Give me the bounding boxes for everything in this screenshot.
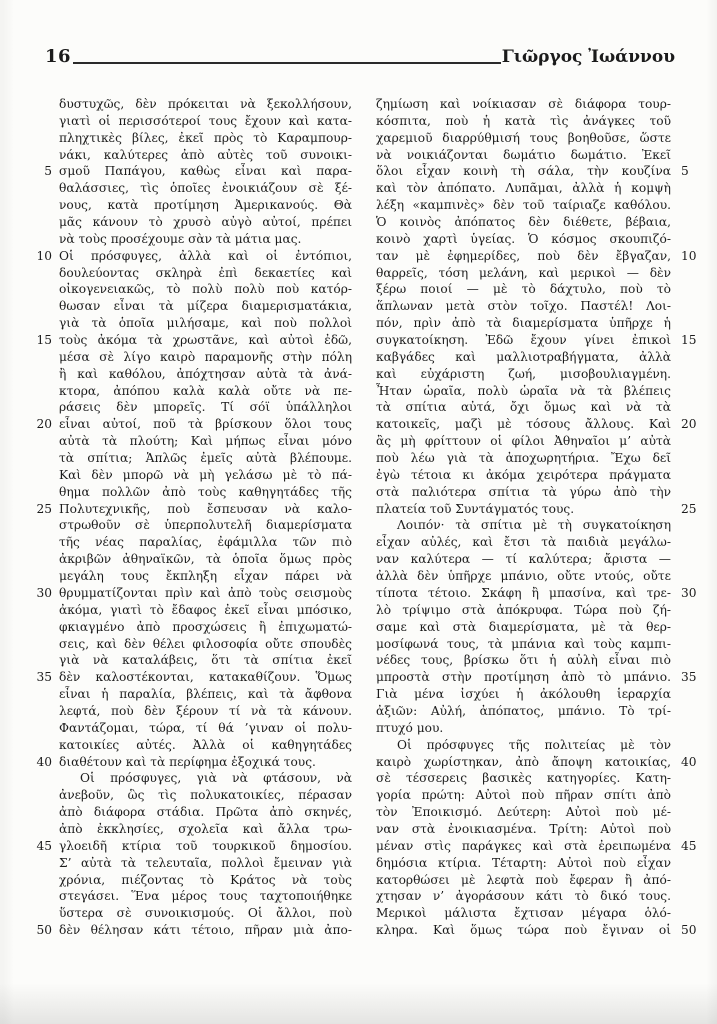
text-line	[36, 332, 352, 349]
column-left	[36, 96, 352, 939]
line-text: μπροστὰ στὴν προτίμηση ἀπὸ τὸ μπάνιο.	[376, 670, 671, 685]
line-text: δουλεύοντας σκληρὰ ἐπὶ δεκαετίες καὶ	[59, 265, 352, 280]
text-line	[376, 180, 671, 197]
line-text: θημα πολλῶν ἀπὸ τοὺς καθηγητάδες τῆς	[59, 484, 352, 499]
text-line	[376, 265, 671, 282]
line-text: σὲ τέσσερεις βασικὲς κατηγορίες. Κατη-	[376, 771, 671, 786]
line-number: 30	[36, 585, 52, 600]
line-text: σεις, καὶ δὲν θέλει φιλοσοφία οὔτε σπουδὲς	[59, 636, 352, 651]
line-text: αὐτὰ τὰ πλούτη; Καὶ μήπως εἶναι μόνο	[59, 434, 352, 449]
line-text: θωσαν εἶναι τὰ μίζερα διαμερισματάκια,	[59, 299, 352, 314]
line-text: σαμε καὶ στὰ διαμερίσματα, μὲ τὰ θερ-	[376, 619, 671, 634]
text-line	[376, 568, 671, 585]
line-number: 10	[681, 248, 697, 263]
text-line	[376, 383, 671, 400]
line-text: ταν μὲ ἐφημερίδες, ποὺ δὲν ἔβγαζαν,	[376, 248, 671, 263]
line-text: Γιὰ μένα ἰσχύει ἡ ἀκόλουθη ἱεραρχία	[376, 687, 671, 702]
text-line	[376, 366, 671, 383]
line-text: Οἱ πρόσφυγες, γιὰ νὰ φτάσουν, νὰ	[80, 771, 352, 786]
line-text: ἀλλὰ δὲν ὑπῆρχε μπάνιο, οὔτε ντούς, οὔτε	[376, 569, 671, 584]
line-number: 30	[681, 585, 697, 600]
text-line	[59, 231, 352, 248]
line-text: ὅλοι εἶχαν κοινὴ τὴ σάλα, τὴν κουζίνα	[376, 164, 671, 179]
line-number: 50	[681, 923, 697, 938]
text-line	[59, 888, 352, 905]
line-text: τίποτα τέτοιο. Σκάφη ἢ μπασίνα, καὶ τρε-	[376, 585, 671, 600]
text-line	[59, 214, 352, 231]
text-line	[44, 163, 352, 180]
text-line	[59, 399, 352, 416]
text-line	[376, 905, 671, 922]
line-text: ἂς μὴ φρίττουν οἱ φίλοι Ἀθηναῖοι μ’ αὐτὰ	[376, 434, 671, 449]
text-line	[376, 888, 671, 905]
page-number: 16	[45, 46, 72, 67]
line-text: γιὰ νὰ καταλάβεις, ὅτι τὰ σπίτια ἐκεῖ	[59, 653, 352, 668]
line-number: 10	[36, 248, 52, 263]
line-text: λὸ τρίψιμο στὰ ἀπόκρυφα. Τώρα ποὺ ζή-	[376, 602, 671, 617]
line-text: καὶ τὸν ἀπόπατο. Λυπᾶμαι, ἀλλὰ ἡ κομψὴ	[376, 181, 671, 196]
text-line	[59, 568, 352, 585]
text-line	[36, 838, 352, 855]
line-text: λεφτά, ποὺ δὲν ξέρουν τί νὰ τὰ κάνουν.	[59, 703, 352, 718]
text-line	[376, 686, 671, 703]
line-number: 50	[36, 923, 52, 938]
line-text: θαρρεῖς, τόση μελάνη, καὶ μερικοὶ — δὲν	[376, 265, 671, 280]
text-line	[376, 147, 671, 164]
line-number: 45	[36, 838, 52, 853]
text-line	[36, 585, 352, 602]
text-line	[59, 113, 352, 130]
text-line	[59, 855, 352, 872]
text-line	[59, 517, 352, 534]
line-text: ἀνεβοῦν, ὣς τὶς πολυκατοικίες, πέρασαν	[59, 788, 352, 803]
text-line	[59, 281, 352, 298]
text-line	[376, 96, 671, 113]
line-text: νάκι, καλύτερες ἀπὸ αὐτὲς τοῦ συνοικι-	[59, 147, 352, 162]
text-line	[59, 315, 352, 332]
text-line	[376, 332, 697, 349]
text-line	[376, 163, 689, 180]
line-text: λέξη «καμπινὲς» δὲν τοῦ ταίριαζε καθόλου.	[376, 198, 671, 213]
line-text: τοὺς ἀκόμα τὰ χρωστᾶνε, καὶ αὐτοὶ ἐδῶ,	[59, 333, 352, 348]
line-number: 20	[681, 417, 697, 432]
line-text: ὕστερα σὲ συνοικισμούς. Οἱ ἄλλοι, ποὺ	[59, 906, 352, 921]
text-line	[376, 821, 671, 838]
line-text: μᾶς κάνουν τὸ χρυσὸ αὐγὸ αὐτοί, πρέπει	[59, 215, 352, 230]
text-line	[59, 349, 352, 366]
text-line	[376, 855, 671, 872]
text-line	[59, 96, 352, 113]
line-text: μέσα σὲ λίγο καιρὸ παραμονῆς στὴν πόλη	[59, 349, 352, 364]
text-line	[59, 686, 352, 703]
line-text: πληχτικὲς βίλες, ἐκεῖ πρὸς τὸ Καραμπουρ-	[59, 130, 352, 145]
line-text: στρωθοῦν σὲ ὑπερπολυτελῆ διαμερίσματα	[59, 518, 352, 533]
line-text: θαλάσσιες, τὶς ὁποῖες ἐνοικιάζουν σὲ ξέ-	[59, 181, 352, 196]
text-line	[376, 281, 671, 298]
text-line	[376, 113, 671, 130]
line-text: κατοικεῖς, μαζὶ μὲ τόσους ἄλλους. Καὶ	[376, 417, 671, 432]
line-text: Οἱ πρόσφυγες τῆς πολιτείας μὲ τὸν	[397, 737, 671, 752]
line-text: ἢ καὶ καθόλου, ἀπόχτησαν αὐτὰ τὰ ἀνά-	[59, 366, 352, 381]
text-line	[376, 602, 671, 619]
line-text: εἶχαν αὐλές, καὶ ἔτσι τὰ παιδιὰ μεγάλω-	[376, 535, 671, 550]
line-text: γιατὶ οἱ περισσότεροί τους ἔχουν καὶ κατα-	[59, 113, 352, 128]
text-line	[376, 517, 671, 534]
line-text: Σ’ αὐτὰ τὰ τελευταῖα, πολλοὶ ἔμειναν γιὰ	[59, 855, 352, 870]
line-text: ζημίωση καὶ νοίκιασαν σὲ διάφορα τουρ-	[376, 97, 671, 111]
text-line	[59, 197, 352, 214]
text-line	[36, 248, 352, 265]
text-line	[59, 872, 352, 889]
text-line	[59, 804, 352, 821]
text-line	[59, 787, 352, 804]
text-line	[376, 298, 671, 315]
text-line	[376, 585, 697, 602]
line-text: κατοικίες αὐτές. Ἀλλὰ οἱ καθηγητάδες	[59, 737, 352, 752]
text-line	[376, 450, 671, 467]
line-text: τῆς νέας παραλίας, ἐφάμιλλα τῶν πιὸ	[59, 535, 352, 550]
line-text: νὰ νοικιάζονται δωμάτιο δωμάτιο. Ἐκεῖ	[376, 147, 671, 162]
line-text: χρόνια, πιέζοντας τὸ Κράτος νὰ τοὺς	[59, 872, 352, 887]
text-line	[59, 180, 352, 197]
text-line	[36, 754, 352, 771]
text-line	[376, 669, 697, 686]
line-number: 15	[681, 333, 697, 348]
text-line	[59, 770, 352, 787]
text-line	[59, 821, 352, 838]
text-line	[59, 484, 352, 501]
line-number: 20	[36, 417, 52, 432]
line-text: ναν καλύτερα — τί καλύτερα; ἄριστα —	[376, 552, 671, 567]
line-text: διαθέτουν καὶ τὰ περίφημα ἐξοχικά τους.	[59, 754, 316, 769]
text-line	[59, 905, 352, 922]
text-line	[376, 804, 671, 821]
line-number: 5	[44, 164, 52, 179]
line-text: Ἦταν ὡραῖα, πολὺ ὡραῖα νὰ τὰ βλέπεις	[376, 383, 671, 398]
line-text: ἅπλωναν μετὰ στὸν τοῖχο. Παστέλ! Λοι-	[376, 299, 671, 314]
text-line	[376, 130, 671, 147]
line-text: Λοιπόν· τὰ σπίτια μὲ τὴ συγκατοίκηση	[397, 518, 671, 533]
line-text: κληρα. Καὶ ὅμως τώρα ποὺ ἔγιναν οἱ	[376, 923, 671, 938]
line-text: κόσπιτα, ποὺ ἡ κατὰ τὶς ἀνάγκες τοῦ	[376, 113, 671, 128]
text-line	[36, 501, 352, 518]
text-line	[376, 416, 697, 433]
line-text: στὰ παλιότερα σπίτια τὰ γύρω ἀπὸ τὴν	[376, 484, 671, 499]
line-number: 25	[681, 501, 697, 516]
line-text: τὸν Ἐποικισμό. Δεύτερη: Αὐτοὶ ποὺ μέ-	[376, 805, 671, 820]
text-line	[59, 265, 352, 282]
text-line	[59, 433, 352, 450]
text-line	[376, 484, 671, 501]
text-line	[376, 214, 671, 231]
text-line	[59, 703, 352, 720]
line-text: καβγάδες καὶ μαλλιοτραβήγματα, ἀλλὰ	[376, 349, 671, 364]
line-text: γιὰ τὰ ὁποῖα μιλήσαμε, καὶ ποὺ πολλοὶ	[59, 316, 352, 331]
line-text: τὰ σπίτια; Ἁπλῶς ἐμεῖς αὐτὰ βλέπουμε.	[59, 451, 352, 466]
text-line	[59, 366, 352, 383]
line-text: Καὶ δὲν μπορῶ νὰ μὴ γελάσω μὲ τὸ πά-	[59, 467, 352, 482]
text-line	[36, 669, 352, 686]
line-text: Οἱ πρόσφυγες, ἀλλὰ καὶ οἱ ἐντόπιοι,	[59, 248, 352, 263]
text-line	[376, 315, 671, 332]
text-line	[59, 450, 352, 467]
text-line	[376, 197, 671, 214]
line-text: Πολυτεχνικῆς, ποὺ ἔσπευσαν νὰ καλο-	[59, 501, 352, 516]
line-text: ἀπὸ ἐκκλησίες, σχολεῖα καὶ ἄλλα τρω-	[59, 821, 352, 836]
line-text: μοσίφωνά τους, τὰ μπάνια καὶ τοὺς καμπι-	[376, 636, 671, 651]
text-line	[376, 737, 671, 754]
text-line	[59, 636, 352, 653]
text-line	[59, 298, 352, 315]
line-text: πόν, πρὶν ἀπὸ τὰ διαμερίσματα ὑπῆρχε ἡ	[376, 316, 671, 331]
line-text: ἀξιῶν: Αὐλή, ἀπόπατος, μπάνιο. Τὸ τρί-	[376, 703, 671, 718]
column-right	[376, 96, 697, 939]
text-line	[376, 399, 671, 416]
line-text: ξέρω ποιοί — μὲ τὸ δάχτυλο, ποὺ τὸ	[376, 282, 671, 297]
line-text: φκιαγμένο ἀπὸ προσχώσεις ἢ ἐπιχωματώ-	[59, 619, 352, 634]
text-line	[59, 652, 352, 669]
text-line	[59, 130, 352, 147]
line-text: μέναν στὶς παράγκες καὶ στὰ ἐρειπωμένα	[376, 838, 671, 853]
line-text: κοινὸ χαρτὶ ὑγείας. Ὁ κόσμος σκουπιζό-	[376, 231, 671, 246]
text-line	[376, 248, 697, 265]
text-line	[376, 754, 697, 771]
text-line	[59, 383, 352, 400]
text-line	[376, 551, 671, 568]
text-line	[59, 534, 352, 551]
line-text: Μερικοὶ μάλιστα ἔχτισαν μέγαρα ὁλό-	[376, 906, 671, 921]
text-line	[36, 922, 352, 939]
line-number: 15	[36, 333, 52, 348]
line-number: 35	[681, 670, 697, 685]
text-line	[376, 433, 671, 450]
line-text: καὶ εὐχάριστη ζωή, μισοβουλιαγμένη.	[376, 366, 671, 381]
text-line	[59, 551, 352, 568]
line-text: χτησαν ν’ ἀγοράσουν κάτι τὸ δικό τους.	[376, 889, 671, 904]
line-number: 35	[36, 670, 52, 685]
line-text: ἐγὼ τέτοια κι ἀκόμα χειρότερα πράγματα	[376, 467, 671, 482]
text-line	[376, 922, 697, 939]
line-text: χαρεμιοῦ διαρρύθμισή τους βοηθοῦσε, ὥστε	[376, 130, 671, 145]
line-text: τὰ σπίτια αὐτά, ὄχι ὅμως καὶ νὰ τὰ	[376, 400, 671, 415]
line-text: Φαντάζομαι, τώρα, τί θά ’γιναν οἱ πολυ-	[59, 720, 352, 735]
line-text: δυστυχῶς, δὲν πρόκειται νὰ ξεκολλήσουν,	[59, 97, 352, 111]
line-text: πλατεία τοῦ Συντάγματός τους.	[376, 501, 575, 516]
line-number: 40	[36, 754, 52, 769]
text-line	[376, 619, 671, 636]
line-text: γορία πρώτη: Αὐτοὶ ποὺ πῆραν σπίτι ἀπὸ	[376, 788, 671, 803]
line-text: εἶναι ἡ παραλία, βλέπεις, καὶ τὰ ἄφθονα	[59, 687, 352, 702]
line-text: Ὁ κοινὸς ἀπόπατος δὲν διέθετε, βέβαια,	[376, 215, 671, 230]
line-text: συγκατοίκηση. Ἐδῶ ἔχουν γίνει ἐπικοὶ	[376, 333, 671, 348]
text-line	[376, 501, 697, 518]
line-text: οἰκογενειακῶς, τὸ πολὺ πολὺ ποὺ κατόρ-	[59, 282, 352, 297]
line-text: πτυχό μου.	[376, 720, 444, 735]
line-text: δὲν θέλησαν κάτι τέτοιο, πῆραν μιὰ ἀπο-	[59, 923, 352, 938]
text-line	[376, 872, 671, 889]
line-text: ποὺ λέω γιὰ τὰ ἀποχωρητήρια. Ἔχω δεῖ	[376, 451, 671, 466]
line-text: δὲν καλοστέκονται, κατακαθίζουν. Ὅμως	[59, 670, 352, 685]
line-text: μεγάλη τους ἔκπληξη εἶχαν πάρει νὰ	[59, 569, 352, 584]
line-text: κατορθώσει μὲ λεφτὰ ποὺ ἔφεραν ἢ ἀπό-	[376, 872, 671, 887]
text-line	[376, 770, 671, 787]
text-line	[376, 652, 671, 669]
text-line	[376, 787, 671, 804]
text-line	[59, 737, 352, 754]
text-line	[376, 467, 671, 484]
line-text: σμοῦ Παπάγου, καθὼς εἶναι καὶ παρα-	[59, 164, 352, 179]
line-number: 5	[681, 164, 689, 179]
line-number: 40	[681, 754, 697, 769]
text-line	[376, 349, 671, 366]
author-name: Γιῶργος Ἰωάννου	[501, 47, 675, 67]
text-line	[59, 147, 352, 164]
text-line	[59, 467, 352, 484]
line-text: ναν στὰ ἐνοικιασμένα. Τρίτη: Αὐτοὶ ποὺ	[376, 821, 671, 836]
text-line	[59, 602, 352, 619]
text-line	[59, 720, 352, 737]
header-rule	[73, 62, 501, 64]
text-line	[376, 720, 671, 737]
line-number: 45	[681, 838, 697, 853]
line-text: ἀκόμα, γιατὶ τὸ ἔδαφος ἐκεῖ εἶναι μπόσικο,	[59, 602, 352, 617]
line-number: 25	[36, 501, 52, 516]
text-line	[376, 703, 671, 720]
line-text: κτορα, ἀπόπου καλὰ καλὰ οὔτε νὰ πε-	[59, 383, 352, 398]
line-text: νὰ τοὺς προσέχουμε σὰν τὰ μάτια μας.	[59, 231, 302, 246]
line-text: στεγάσει. Ἕνα μέρος τους ταχτοποιήθηκε	[59, 889, 352, 904]
line-text: ἀπὸ διάφορα στάδια. Πρῶτα ἀπὸ σκηνές,	[59, 805, 352, 820]
line-text: νέδες τους, βρίσκω ὅτι ἡ αὐλὴ εἶναι πιὸ	[376, 653, 671, 668]
line-text: δημόσια κτίρια. Τέταρτη: Αὐτοὶ ποὺ εἶχαν	[376, 855, 671, 870]
text-line	[376, 636, 671, 653]
line-text: καιρὸ χωρίστηκαν, ἀπὸ ἄποψη κατοικίας,	[376, 754, 671, 769]
line-text: ἀκριβῶν ἀθηναϊκῶν, τὰ ὁποῖα ὅμως πρὸς	[59, 552, 352, 567]
page-header	[45, 47, 675, 67]
text-line	[376, 534, 671, 551]
text-line	[376, 231, 671, 248]
text-line	[376, 838, 697, 855]
line-text: νους, κατὰ προτίμηση Ἀμερικανούς. Θὰ	[59, 198, 352, 213]
line-text: θρυμματίζονται πρὶν καὶ ἀπὸ τοὺς σεισμοὺς	[59, 585, 352, 600]
text-line	[59, 619, 352, 636]
text-line	[36, 416, 352, 433]
line-text: εἶναι αὐτοί, ποῦ τὰ βρίσκουν ὅλοι τους	[59, 417, 352, 432]
line-text: γλοειδῆ κτίρια τοῦ τουρκικοῦ δημοσίου.	[59, 838, 352, 853]
text-columns	[36, 96, 697, 939]
line-text: ράσεις δὲν μπορεῖς. Τί σόϊ ὑπάλληλοι	[59, 400, 352, 415]
